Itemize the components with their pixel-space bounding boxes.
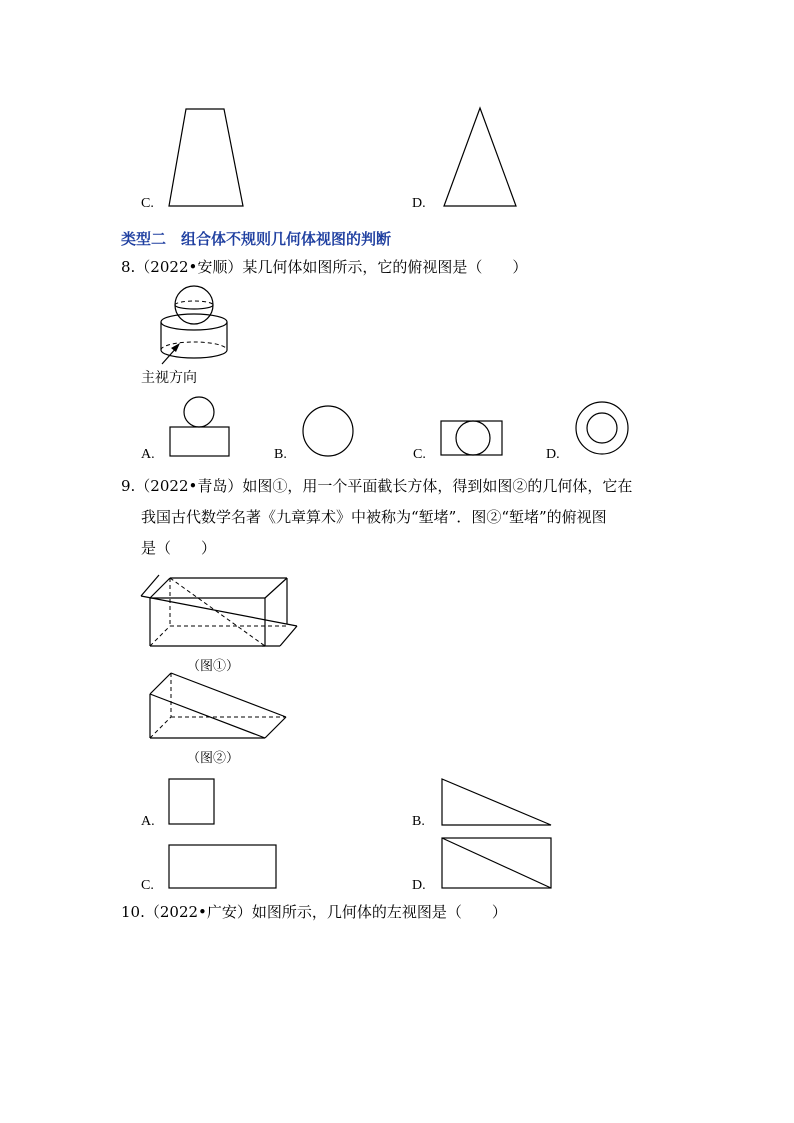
q8-direction-label: 主视方向 <box>141 370 197 386</box>
q9-option-d-label: D. <box>412 878 426 893</box>
q9-option-d-figure <box>442 838 551 888</box>
q9-option-a-figure <box>169 779 214 824</box>
q8-option-c-label: C. <box>413 447 426 462</box>
q7-option-d-label: D. <box>412 196 426 211</box>
q10-stem: 10.（2022•广安）如图所示，几何体的左视图是（ ） <box>121 903 507 921</box>
q9-option-b-figure <box>442 779 551 825</box>
q9-stem-line3: 是（ ） <box>141 539 217 557</box>
q8-option-a-label: A. <box>141 447 155 462</box>
q9-stem-line1: 9.（2022•青岛）如图①，用一个平面截长方体，得到如图②的几何体，它在 <box>121 477 633 495</box>
q8-option-b-label: B. <box>274 447 287 462</box>
q9-figure-2-caption: （图②） <box>187 751 240 766</box>
q9-option-c-figure <box>169 845 276 888</box>
q9-figure-1 <box>141 575 297 646</box>
q9-option-c-label: C. <box>141 878 154 893</box>
q7-option-c-label: C. <box>141 196 154 211</box>
q9-stem-line2: 我国古代数学名著《九章算术》中被称为“堑堵”．图②“堑堵”的俯视图 <box>141 508 607 526</box>
q8-stem: 8.（2022•安顺）某几何体如图所示，它的俯视图是（ ） <box>121 258 528 276</box>
q9-option-b-label: B. <box>412 814 425 829</box>
section-title: 类型二 组合体不规则几何体视图的判断 <box>121 230 392 248</box>
q9-figure-1-caption: （图①） <box>187 659 240 674</box>
q9-option-a-label: A. <box>141 814 155 829</box>
q8-option-d-label: D. <box>546 447 560 462</box>
q9-figure-2 <box>150 673 286 738</box>
